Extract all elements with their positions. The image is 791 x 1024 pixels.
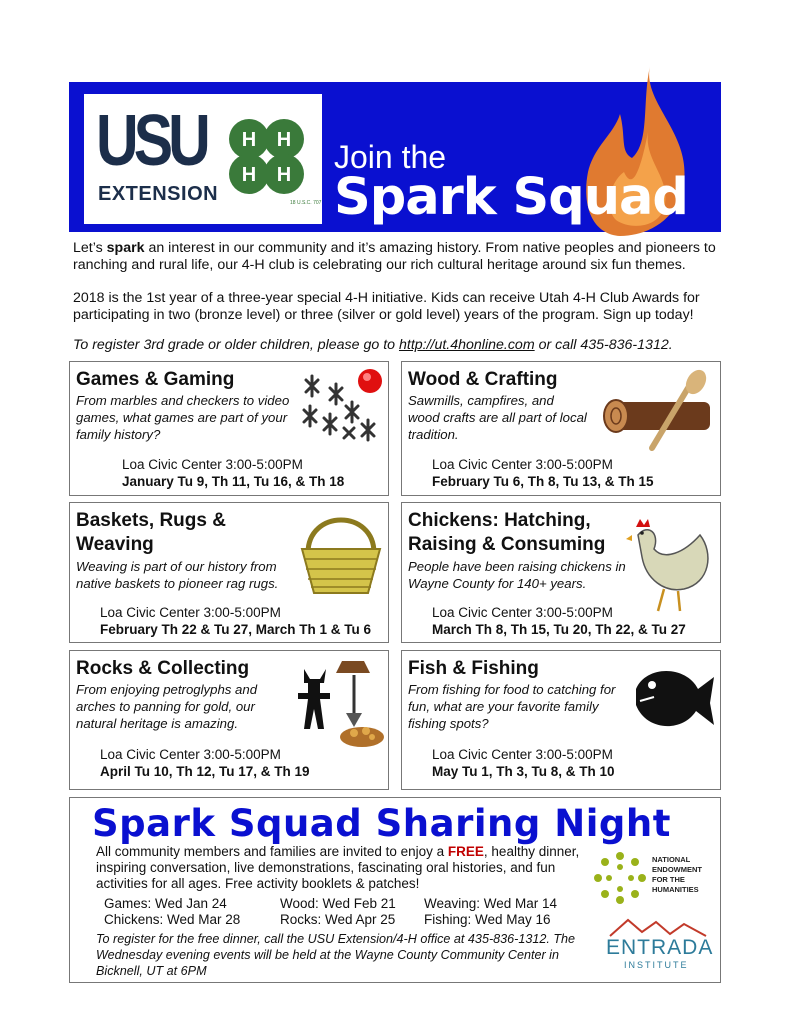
basket-icon [296, 509, 386, 597]
card-fish [401, 650, 721, 790]
card-location: Loa Civic Center 3:00-5:00PM [432, 605, 613, 620]
sharing-night-box [69, 797, 721, 983]
card-location: Loa Civic Center 3:00-5:00PM [100, 605, 281, 620]
card-dates: February Tu 6, Th 8, Tu 13, & Th 15 [432, 474, 654, 489]
extension-label: EXTENSION [98, 183, 219, 205]
card-description: People have been raising chickens in Wayne County for 140+ years. [408, 559, 626, 591]
card-location: Loa Civic Center 3:00-5:00PM [432, 457, 613, 472]
entrada-mountain-icon [608, 916, 708, 938]
card-wood [401, 361, 721, 496]
svg-text:H: H [241, 164, 257, 186]
chicken-icon [624, 513, 718, 613]
neh-label: NATIONAL ENDOWMENT FOR THE HUMANITIES [652, 855, 702, 894]
svg-text:H: H [276, 129, 292, 151]
card-baskets [69, 502, 389, 643]
card-title-line-2: Weaving [76, 534, 154, 555]
spark-squad-title: Spark Squad [334, 168, 688, 227]
neh-logo-icon [592, 850, 648, 906]
usu-logo: USU [96, 101, 206, 181]
sharing-night-description: All community members and families are invited to enjoy a FREE, healthy dinner, inspiring conversation, live demonstrations, fascinating oral histories, and fun activities for all ages. Free activity booklets & patches! [96, 844, 580, 891]
card-description: From marbles and checkers to video games, what games are part of your family history? [76, 393, 290, 442]
schedule-item: Fishing: Wed May 16 [424, 912, 551, 927]
svg-text:H: H [241, 129, 257, 151]
sharing-register-note: To register for the free dinner, call the USU Extension/4-H office at 435-836-1312. The Wednesday evening events will be held at the Wayne County Community Center in Bicknell, UT at 6PM [96, 932, 576, 978]
intro-paragraph-1: Let’s spark an interest in our community and it’s amazing history. From native peoples and pioneers to ranching and rural life, our 4-H club is celebrating our rich cultural heritage around six fun themes. [73, 240, 716, 273]
card-dates: March Th 8, Th 15, Tu 20, Th 22, & Tu 27 [432, 622, 686, 637]
schedule-item: Rocks: Wed Apr 25 [280, 912, 396, 927]
schedule-item: Wood: Wed Feb 21 [280, 896, 396, 911]
schedule-item: Chickens: Wed Mar 28 [104, 912, 241, 927]
petroglyph-and-gold-pan-icon [282, 655, 386, 751]
card-rocks [69, 650, 389, 790]
card-location: Loa Civic Center 3:00-5:00PM [100, 747, 281, 762]
card-title: Games & Gaming [76, 369, 235, 390]
card-dates: February Th 22 & Tu 27, March Th 1 & Tu 6 [100, 622, 372, 637]
intro-register: To register 3rd grade or older children, please go to http://ut.4honline.com or call 435-836-1312. [73, 337, 673, 353]
schedule-item: Games: Wed Jan 24 [104, 896, 227, 911]
register-link[interactable]: http://ut.4honline.com [398, 337, 535, 353]
intro-paragraph-2: 2018 is the 1st year of a three-year special 4-H initiative. Kids can receive Utah 4-H Club Awards for participating in two (bronze level) or three (silver or gold level) years of the program. Sign up today! [73, 290, 700, 323]
card-title: Fish & Fishing [408, 658, 539, 679]
card-chickens [401, 502, 721, 643]
svg-text:18 U.S.C. 707: 18 U.S.C. 707 [290, 200, 322, 206]
card-title: Wood & Crafting [408, 369, 558, 390]
sharing-night-title: Spark Squad Sharing Night [92, 802, 671, 845]
log-and-spoon-icon [600, 368, 716, 452]
card-location: Loa Civic Center 3:00-5:00PM [122, 457, 303, 472]
svg-text:H: H [276, 164, 292, 186]
join-the-text: Join the [334, 139, 447, 175]
card-location: Loa Civic Center 3:00-5:00PM [432, 747, 613, 762]
card-description: Weaving is part of our history from native baskets to pioneer rag rugs. [76, 559, 279, 591]
card-description: From enjoying petroglyphs and arches to panning for gold, our natural heritage is amazing. [76, 682, 258, 731]
card-description: From fishing for food to catching for fun, what are your favorite family fishing spots? [408, 682, 616, 731]
schedule-item: Weaving: Wed Mar 14 [424, 896, 558, 911]
card-title: Baskets, Rugs & [76, 510, 226, 531]
card-description: Sawmills, campfires, and wood crafts are all part of local tradition. [408, 393, 587, 442]
four-h-clover-icon [222, 114, 322, 206]
card-dates: May Tu 1, Th 3, Tu 8, & Th 10 [432, 764, 615, 779]
entrada-institute-text: INSTITUTE [624, 960, 689, 970]
entrada-logo-text: ENTRADA [606, 936, 714, 959]
card-dates: January Tu 9, Th 11, Tu 16, & Th 18 [122, 474, 345, 489]
card-dates: April Tu 10, Th 12, Tu 17, & Th 19 [100, 764, 310, 779]
jacks-and-ball-icon [300, 366, 386, 444]
card-games [69, 361, 389, 496]
fish-icon [626, 659, 716, 739]
card-title: Chickens: Hatching, [408, 510, 591, 531]
card-title: Rocks & Collecting [76, 658, 250, 679]
card-title-line-2: Raising & Consuming [408, 534, 606, 555]
